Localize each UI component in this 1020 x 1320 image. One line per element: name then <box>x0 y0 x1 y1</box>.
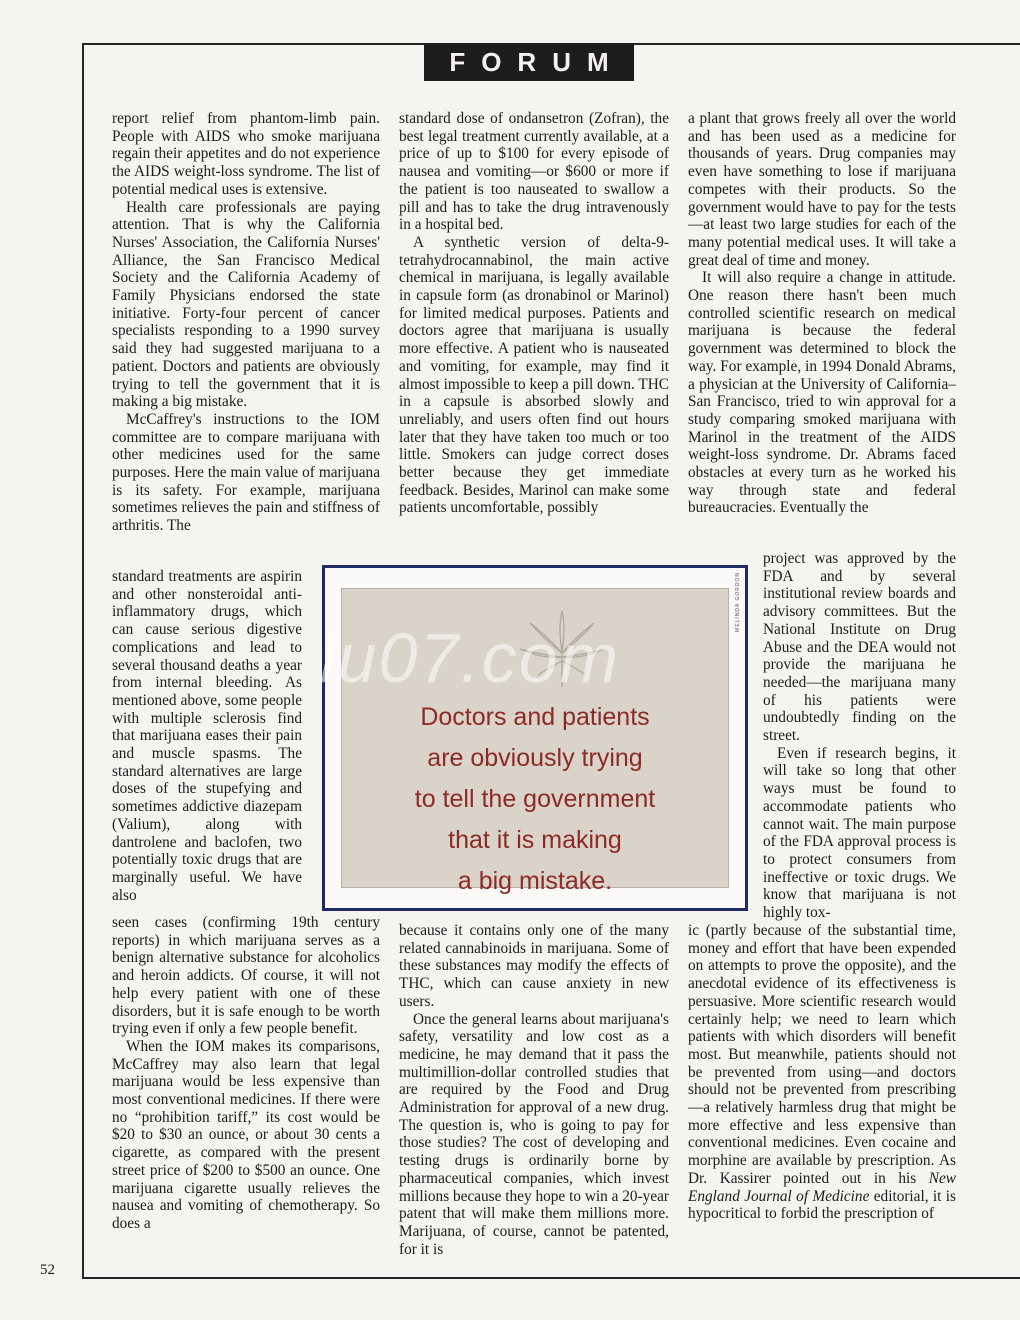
column-1-top <box>112 110 380 535</box>
col1-para-2: Health care professionals are paying attention. That is why the California Nurses' Association, the California Nurses' Alliance, the San Francisco Medical Society and the California Academy of Family Physicians endorsed the state initiative. Forty-four percent of cancer specialists responding to a 1990 survey said they had suggested marijuana to a patient. Doctors and patients are obviously trying to tell the government that it is making a big mistake. <box>112 198 380 411</box>
section-banner <box>424 43 634 81</box>
pullquote-line-1: Doctors and patients <box>420 703 650 731</box>
col3-para-2: It will also require a change in attitude. One reason there hasn't been much controlled scientific research on medical marijuana is because the federal government was determined to block the way. For example, in 1994 Donald Abrams, a physician at the University of California–San Francisco, tried to win approval for a study comparing smoked marijuana with Marinol in the treatment of the AIDS weight-loss syndrome. Dr. Abrams faced obstacles at every turn as he worked his way through state and federal bureaucracies. Eventually the <box>688 269 956 517</box>
column-2-bottom <box>399 922 669 1258</box>
col3-para-1: a plant that grows freely all over the world and has been used as a medicine for thousands of years. Drug companies may even have something to lose if marijuana competes with their products. So the government would have to pay for the tests—at least two large studies for each of the many potential medical uses. It will take a great deal of time and money. <box>688 110 956 269</box>
pullquote-panel <box>341 588 729 895</box>
photo-credit: MELINDA GORDON <box>735 572 741 632</box>
col1-para-3: McCaffrey's instructions to the IOM committee are to compare marijuana with other medicines used for the same purposes. Here the main value of marijuana is its safety. For example, marijuana sometimes relieves the pain and stiffness of arthritis. The <box>112 410 380 535</box>
pullquote-line-5: a big mistake. <box>457 867 613 895</box>
pullquote-line-3: to tell the government <box>414 785 656 813</box>
pullquote-line-4: that it is making <box>448 826 622 854</box>
col3-after-body: ic (partly because of the substantial time, money and effort that have been expended on attempts to prove the opposite), and the anecdotal evidence of its effectiveness is persuasive. More scientific research would certainly help; we need to learn which patients with which disorders will benefit most. But meanwhile, patients should not be prevented from using—and doctors should not be prevented from prescribing—a relatively harmless drug that might be more effective and less expensive than conventional medicines. Even cocaine and morphine are available by prescription. As Dr. Kassirer pointed out in his <box>688 922 956 1187</box>
left-rule <box>82 43 84 1278</box>
col3-after-end: editorial, it is hypocritical to forbid the prescription of <box>688 1187 956 1223</box>
column-1-bottom <box>112 914 380 1233</box>
column-3-wrap <box>763 550 956 922</box>
pullquote-text <box>342 697 728 902</box>
col2-para-3: Once the general learns about marijuana's safety, versatility and low cost as a medicine, he may demand that it pass the multimillion-dollar controlled studies that are required by the Food and Drug Administration for approval of a new drug. The question is, who is going to pay for those studies? The cost of developing and testing drugs is ordinarily borne by pharmaceutical companies, which invest millions because they hope to win a 20-year patent that will make them millions more. Marijuana, of course, cannot be patented, for it is <box>399 1010 669 1258</box>
col3-wrap-2: Even if research begins, it will take so long that other ways must be found to accommodate patients who cannot wait. The main purpose of the FDA approval process is to protect consumers from ineffective or toxic drugs. We know that marijuana is not highly tox- <box>763 744 956 922</box>
pullquote-line-2: are obviously trying <box>427 744 643 772</box>
col1-wrap-text: standard treatments are aspirin and other nonsteroidal anti-inflammatory drugs, which can cause serious digestive complications and lead to several thousand deaths a year from internal bleeding. As mentioned above, some people with multiple sclerosis find that marijuana eases their pain and muscle spasms. The standard alternatives are large doses of the stupefying and sometimes addictive diazepam (Valium), along with dantrolene and baclofen, two potentially toxic drugs that are marginally useful. We have also <box>112 568 302 904</box>
col3-after-text <box>688 922 956 1223</box>
section-banner-label: FORUM <box>449 46 625 77</box>
bottom-rule <box>82 1277 1020 1279</box>
col2-after-text: because it contains only one of the many related cannabinoids in marijuana. Some of these substances may modify the effects of THC, which can cause anxiety in new users. <box>399 922 669 1010</box>
column-1-wrap <box>112 568 302 904</box>
col2-para-1: standard dose of ondansetron (Zofran), the best legal treatment currently available, at a price of up to $100 for every episode of nausea and vomiting—or $600 or more if the patient is too nauseated to swallow a pill and has to take the drug intravenously in a hospital bed. <box>399 110 669 234</box>
journal-title: New England Journal of Medicine <box>688 1169 956 1205</box>
col1-after-text: seen cases (confirming 19th century reports) in which marijuana serves as a benign alternative substance for alcoholics and heroin addicts. Of course, it will not help every patient with one of these disorders, but it is safe enough to be worth trying even if only a few people benefit. <box>112 914 380 1038</box>
watermark: iu07.com <box>320 619 621 697</box>
col1-para-4: When the IOM makes its comparisons, McCaffrey may also learn that legal marijuana would be less expensive than most conventional medicines. If there were no “prohibition tariff,” its cost would be $20 to $30 an ounce, or about 30 cents a cigarette, as compared with the present street price of $200 to $500 an ounce. One marijuana cigarette usually relieves the nausea and vomiting of chemotherapy. So does a <box>112 1037 380 1232</box>
page-number: 52 <box>40 1262 55 1278</box>
col3-wrap-1: project was approved by the FDA and by several institutional review boards and advisory committees. But the National Institute on Drug Abuse and the DEA would not provide the marijuana he needed—the marijuana many of his patients were undoubtedly finding on the street. <box>763 550 956 745</box>
marijuana-leaf-illustration <box>512 609 612 689</box>
col2-para-2: A synthetic version of delta-9-tetrahydrocannabinol, the main active chemical in marijuana, is legally available in capsule form (as dronabinol or Marinol) for limited medical purposes. Patients and doctors agree that marijuana is usually more effective. A patient who is nauseated and vomiting, for example, may find it almost impossible to keep a pill down. THC in a capsule is absorbed slowly and unreliably, and users often find out hours later that they have taken too much or too little. Smokers can judge correct doses better because they get immediate feedback. Besides, Marinol can make some patients uncomfortable, possibly <box>399 233 669 517</box>
column-3-top <box>688 110 956 517</box>
pullquote-box <box>322 565 748 911</box>
col1-para-1: report relief from phantom-limb pain. People with AIDS who smoke marijuana regain their appetites and do not experience the AIDS weight-loss syndrome. The list of potential medical uses is extensive. <box>112 110 380 198</box>
column-2-top <box>399 110 669 517</box>
column-3-bottom <box>688 922 956 1223</box>
